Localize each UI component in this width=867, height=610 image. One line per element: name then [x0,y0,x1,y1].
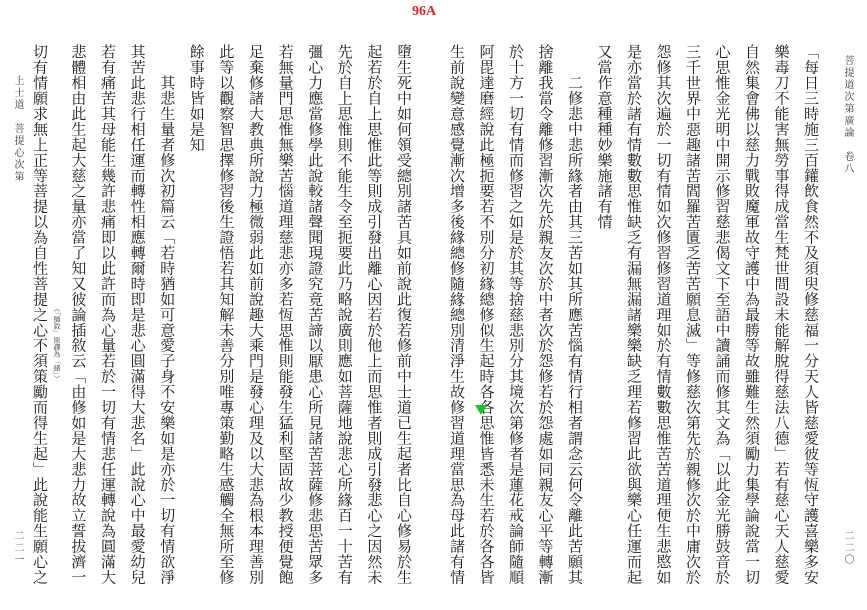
text-column: 二修悲中悲所緣者由其三苦如其所應苦惱有情行相者謂念云何令離此苦願其 [566,44,584,585]
text-column: 「每日三時施三百鑵飲食然不及須臾修慈福一分天人皆慈愛彼等恆守護喜樂多安 [802,44,820,585]
text-column: 又當作意種種妙樂施諸有情 [595,44,614,230]
translator-note: （「插敘」原譯為「緒」） [53,305,61,382]
text-column: 其苦此悲行相任運而轉性相應轉爾時即是悲心圓滿得大悲名」此說心中最愛幼兒 [128,44,147,585]
text-column: 是亦當於諸有情數數思惟缺乏有漏無漏諸樂樂缺乏理若修習此欲與樂心任運而起 [625,44,643,585]
running-head: 菩提道次第廣論 卷八 [842,55,853,175]
text-column: 先於自上思惟則不能生令至扼要此乃略說廣則應如菩薩地說悲心所緣百一十苦有 [335,44,354,585]
running-head: 上士道 菩提心次第 [12,75,23,183]
position-marker-icon [475,405,487,415]
folio-number: 96A [412,4,437,19]
text-column: 阿毘達磨經說此極扼要若不別分初緣總修似生起時各各思惟皆悉未生若於各各皆 [477,44,496,585]
text-column: 足棄修諸大教典所說力極微弱此如前說趣大乘門是發心理及以大悲為根本理善別 [247,44,265,585]
text-column: 餘事時皆如是知 [187,44,206,153]
text-column: 樂毒刀不能害無勞事得成當生梵世間設未能解脫得慈法八德」若有慈心天人慈愛 [772,44,791,585]
text-column: 於十方一切有情而修習之如是於其等捨慈悲別分其境次第修者是蓮花戒論師隨順 [507,44,525,585]
page-number: 二二〇 [842,530,853,566]
text-column: 悲體相由此生起大慈之量亦當了知又彼論插敘云「由修如是大悲力故立誓拔濟一 [69,44,88,585]
text-column: 起若於自上思惟此等則成引發出離心因若於他上而思惟者則成引發悲心之因然未 [365,44,384,585]
page-number: 二二一 [12,530,23,566]
text-column: 彊心力應當修學此說較諸聲聞現證究竟苦諦以厭患心所見諸苦菩薩修悲思苦眾多 [306,44,325,585]
text-column: 怨修其次遍於一切有情如次修習修習道理如於有情數數思惟苦苦道理便生悲愍如 [654,44,673,585]
text-column: 心思惟金光明中開示修習慈悲偈文下至語中讀誦而修其文為「以此金光勝鼓音於 [713,44,732,585]
text-column: 此等以觀察智思擇修習後生證悟若其知解未善分別唯專策勤略生感觸全無所至修 [217,44,236,585]
text-column: 切有情願求無上正等菩提以為自性菩提之心不須策勵而得生起」此說能生願心之 [31,44,49,585]
text-column: 若有痛苦其母能生幾許悲痛即以此許而為心量若於一切有情悲任運轉說為圓滿大 [99,44,117,585]
text-column: 三千世界中惡趣諸苦閻羅苦匱乏苦苦願息滅」等修慈次第先於親修次於中庸次於 [684,44,702,585]
text-column: 其悲生量者修次初篇云「若時猶如可意愛子身不安樂如是亦於一切有情欲淨 [158,44,177,585]
text-column: 生前說變意感覺漸次增多後緣總修隨緣總別清淨生故修習道理當思為母此諸有情 [448,44,466,585]
text-column: 墮生死中如何領受總別諸苦具如前說此復若修前中士道已生起者比自心修易於生 [395,44,413,585]
text-column: 捨離我當令離修習漸次先於親友次於中者次於怨修若於怨處如同親友心平等轉漸 [536,44,555,585]
text-column: 自然集會佛以慈力戰敗魔軍故守護中為最勝等故雖難生然須勵力集學論說當一切 [743,44,761,585]
text-column: 若無量門思惟無樂苦惱道理慈悲亦多若恆思惟則能發生猛利堅固故少教授便覺飽 [276,44,295,585]
